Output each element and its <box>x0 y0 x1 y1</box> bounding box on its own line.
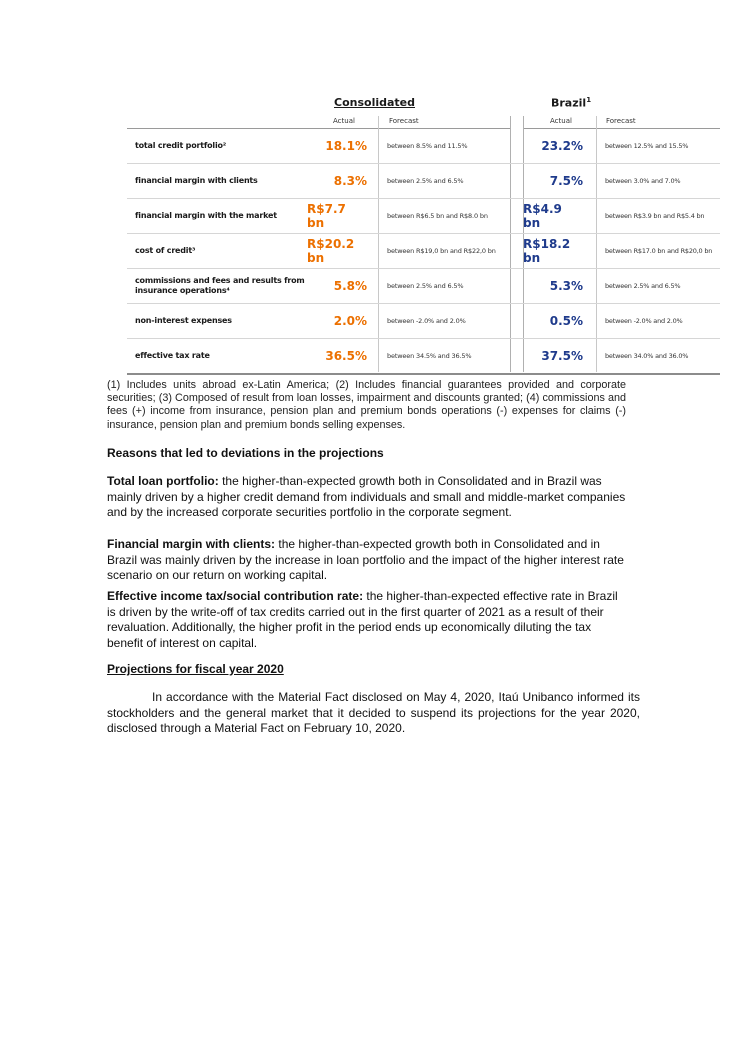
consolidated-forecast-value: between -2.0% and 2.0% <box>387 317 466 325</box>
consolidated-actual-value: R$7.7 bn <box>307 202 346 230</box>
brazil-forecast-value: between 12.5% and 15.5% <box>605 142 689 150</box>
consolidated-actual-value: 8.3% <box>333 174 367 188</box>
brazil-header <box>551 96 591 110</box>
row-label: financial margin with clients <box>135 176 258 185</box>
row-label: non-interest expenses <box>135 316 232 325</box>
projections-table <box>127 129 720 375</box>
row-label: financial margin with the market <box>135 211 277 220</box>
brazil-header-label: Brazil <box>551 96 587 110</box>
reason-title: Total loan portfolio: <box>107 474 219 488</box>
brazil-actual-header: Actual <box>550 117 572 125</box>
reason-title: Effective income tax/social contribution rate: <box>107 589 364 603</box>
consolidated-forecast-value: between 2.5% and 6.5% <box>387 282 464 290</box>
table-row <box>127 339 720 375</box>
reason-title: Financial margin with clients: <box>107 537 276 551</box>
brazil-forecast-value: between 2.5% and 6.5% <box>605 282 681 290</box>
brazil-actual-value: 7.5% <box>549 174 583 188</box>
table-footnotes: (1) Includes units abroad ex-Latin America; (2) Includes financial guarantees provided and corporate securities; (3) Composed of result from loan losses, impairment and discounts granted; (4) commissions and fees (+) income from insurance, pension plan and premium bonds operations (-) expenses for claims (-) insurance, pension plan and premium bonds selling expenses. <box>107 379 626 431</box>
consolidated-forecast-value: between 34.5% and 36.5% <box>387 352 472 360</box>
reason-paragraph <box>107 537 629 584</box>
row-label: cost of credit³ <box>135 246 196 255</box>
table-row <box>127 199 720 234</box>
reason-text: the higher-than-expected growth both in Consolidated and in Brazil was mainly driven by a higher credit demand from individuals and small and middle-market companies and by the increased corporate securities portfolio in the corporate segment. <box>107 474 626 519</box>
row-label: commissions and fees and results from insurance operations⁴ <box>135 276 305 295</box>
brazil-actual-value: 5.3% <box>549 279 583 293</box>
table-row <box>127 234 720 269</box>
brazil-actual-value: R$4.9 bn <box>523 202 562 230</box>
consolidated-actual-header: Actual <box>333 117 355 125</box>
consolidated-forecast-value: between R$19,0 bn and R$22,0 bn <box>387 247 496 255</box>
consolidated-forecast-value: between 2.5% and 6.5% <box>387 177 464 185</box>
brazil-forecast-value: between R$17.0 bn and R$20,0 bn <box>605 247 713 255</box>
row-label: effective tax rate <box>135 351 210 360</box>
consolidated-actual-value: R$20.2 bn <box>307 237 355 265</box>
reason-text: the higher-than-expected growth both in Consolidated and in Brazil was mainly driven by the increase in loan portfolio and the impact of the higher interest rate scenario on our return on working capital. <box>107 537 624 582</box>
reason-paragraph <box>107 589 629 651</box>
consolidated-actual-value: 2.0% <box>333 314 367 328</box>
reason-paragraph <box>107 474 629 521</box>
consolidated-actual-value: 36.5% <box>325 349 367 363</box>
consolidated-forecast-value: between 8.5% and 11.5% <box>387 142 468 150</box>
brazil-forecast-value: between -2.0% and 2.0% <box>605 317 683 325</box>
row-label: total credit portfolio² <box>135 141 227 150</box>
consolidated-actual-value: 5.8% <box>333 279 367 293</box>
consolidated-forecast-header: Forecast <box>389 117 419 125</box>
brazil-forecast-value: between 34.0% and 36.0% <box>605 352 689 360</box>
consolidated-actual-value: 18.1% <box>325 139 367 153</box>
projections-heading: Projections for fiscal year 2020 <box>107 662 284 676</box>
table-row <box>127 304 720 339</box>
brazil-actual-value: 37.5% <box>541 349 583 363</box>
table-row <box>127 129 720 164</box>
consolidated-forecast-value: between R$6.5 bn and R$8.0 bn <box>387 212 488 220</box>
consolidated-header: Consolidated <box>334 96 415 109</box>
brazil-forecast-value: between 3.0% and 7.0% <box>605 177 681 185</box>
projections-paragraph: In accordance with the Material Fact disclosed on May 4, 2020, Itaú Unibanco informed its stockholders and the general market that it decided to suspend its projections for the year 2020, disclosed through a Material Fact on February 10, 2020. <box>107 690 640 735</box>
reasons-heading: Reasons that led to deviations in the projections <box>107 446 384 460</box>
brazil-forecast-value: between R$3.9 bn and R$5.4 bn <box>605 212 705 220</box>
brazil-footnote-marker: 1 <box>586 96 592 104</box>
reason-text: the higher-than-expected effective rate in Brazil is driven by the write-off of tax credits carried out in the first quarter of 2021 as a result of their revaluation. Additionally, the higher profit in the period ends up economically diluting the tax benefit of interest on capital. <box>107 589 618 650</box>
table-row <box>127 164 720 199</box>
brazil-actual-value: R$18.2 bn <box>523 237 571 265</box>
table-row <box>127 269 720 304</box>
brazil-forecast-header: Forecast <box>606 117 636 125</box>
brazil-actual-value: 0.5% <box>549 314 583 328</box>
brazil-actual-value: 23.2% <box>541 139 583 153</box>
